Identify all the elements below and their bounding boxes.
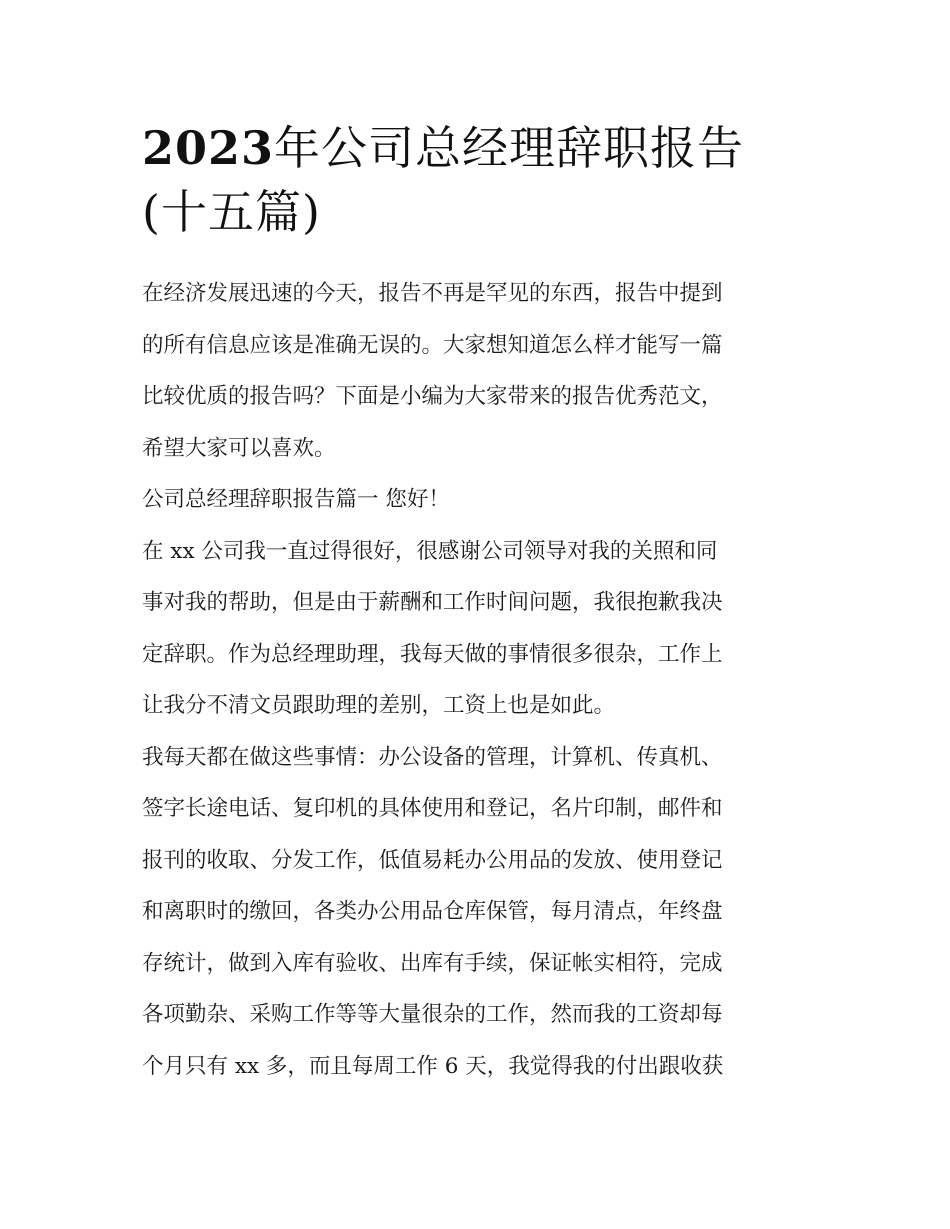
- text-line: 我每天都在做这些事情：办公设备的管理，计算机、传真机、: [142, 744, 723, 770]
- text-line: 希望大家可以喜欢。: [142, 435, 336, 461]
- document-body: [142, 268, 814, 1092]
- section-heading: [142, 474, 814, 526]
- text-line: 各项勤杂、采购工作等等大量很杂的工作，然而我的工资却每: [142, 1002, 723, 1027]
- text-line: 比较优质的报告吗？下面是小编为大家带来的报告优秀范文，: [142, 384, 723, 409]
- text-line: 存统计，做到入库有验收、出库有手续，保证帐实相符，完成: [142, 950, 723, 976]
- paragraph-body-2: [142, 732, 814, 1093]
- title-line-1: [142, 116, 814, 180]
- document-content: [142, 116, 814, 1092]
- title-line-2: (十五篇): [142, 185, 321, 239]
- title-text: 年公司总经理辞职报告: [274, 121, 745, 175]
- text-line: 的所有信息应该是准确无误的。大家想知道怎么样才能写一篇: [142, 332, 723, 358]
- text-line: 报刊的收取、分发工作，低值易耗办公用品的发放、使用登记: [142, 847, 723, 873]
- text-line: 签字长途电话、复印机的具体使用和登记，名片印制，邮件和: [142, 796, 723, 821]
- text-line: 个月只有 xx 多，而且每周工作 6 天，我觉得我的付出跟收获: [142, 1053, 724, 1079]
- text-line: 在经济发展迅速的今天，报告不再是罕见的东西，报告中提到: [142, 281, 723, 306]
- paragraph-body-1: [142, 526, 814, 732]
- text-line: 定辞职。作为总经理助理，我每天做的事情很多很杂，工作上: [142, 641, 723, 667]
- title-year: 2023: [142, 121, 275, 175]
- text-line: 让我分不清文员跟助理的差别，工资上也是如此。: [142, 693, 616, 718]
- text-line: 和离职时的缴回，各类办公用品仓库保管，每月清点，年终盘: [142, 899, 723, 924]
- document-title: [142, 116, 814, 244]
- paragraph-intro: [142, 268, 814, 474]
- text-line: 公司总经理辞职报告篇一 您好！: [142, 487, 450, 512]
- text-line: 在 xx 公司我一直过得很好，很感谢公司领导对我的关照和同: [142, 538, 718, 564]
- text-line: 事对我的帮助，但是由于薪酬和工作时间问题，我很抱歉我决: [142, 590, 723, 615]
